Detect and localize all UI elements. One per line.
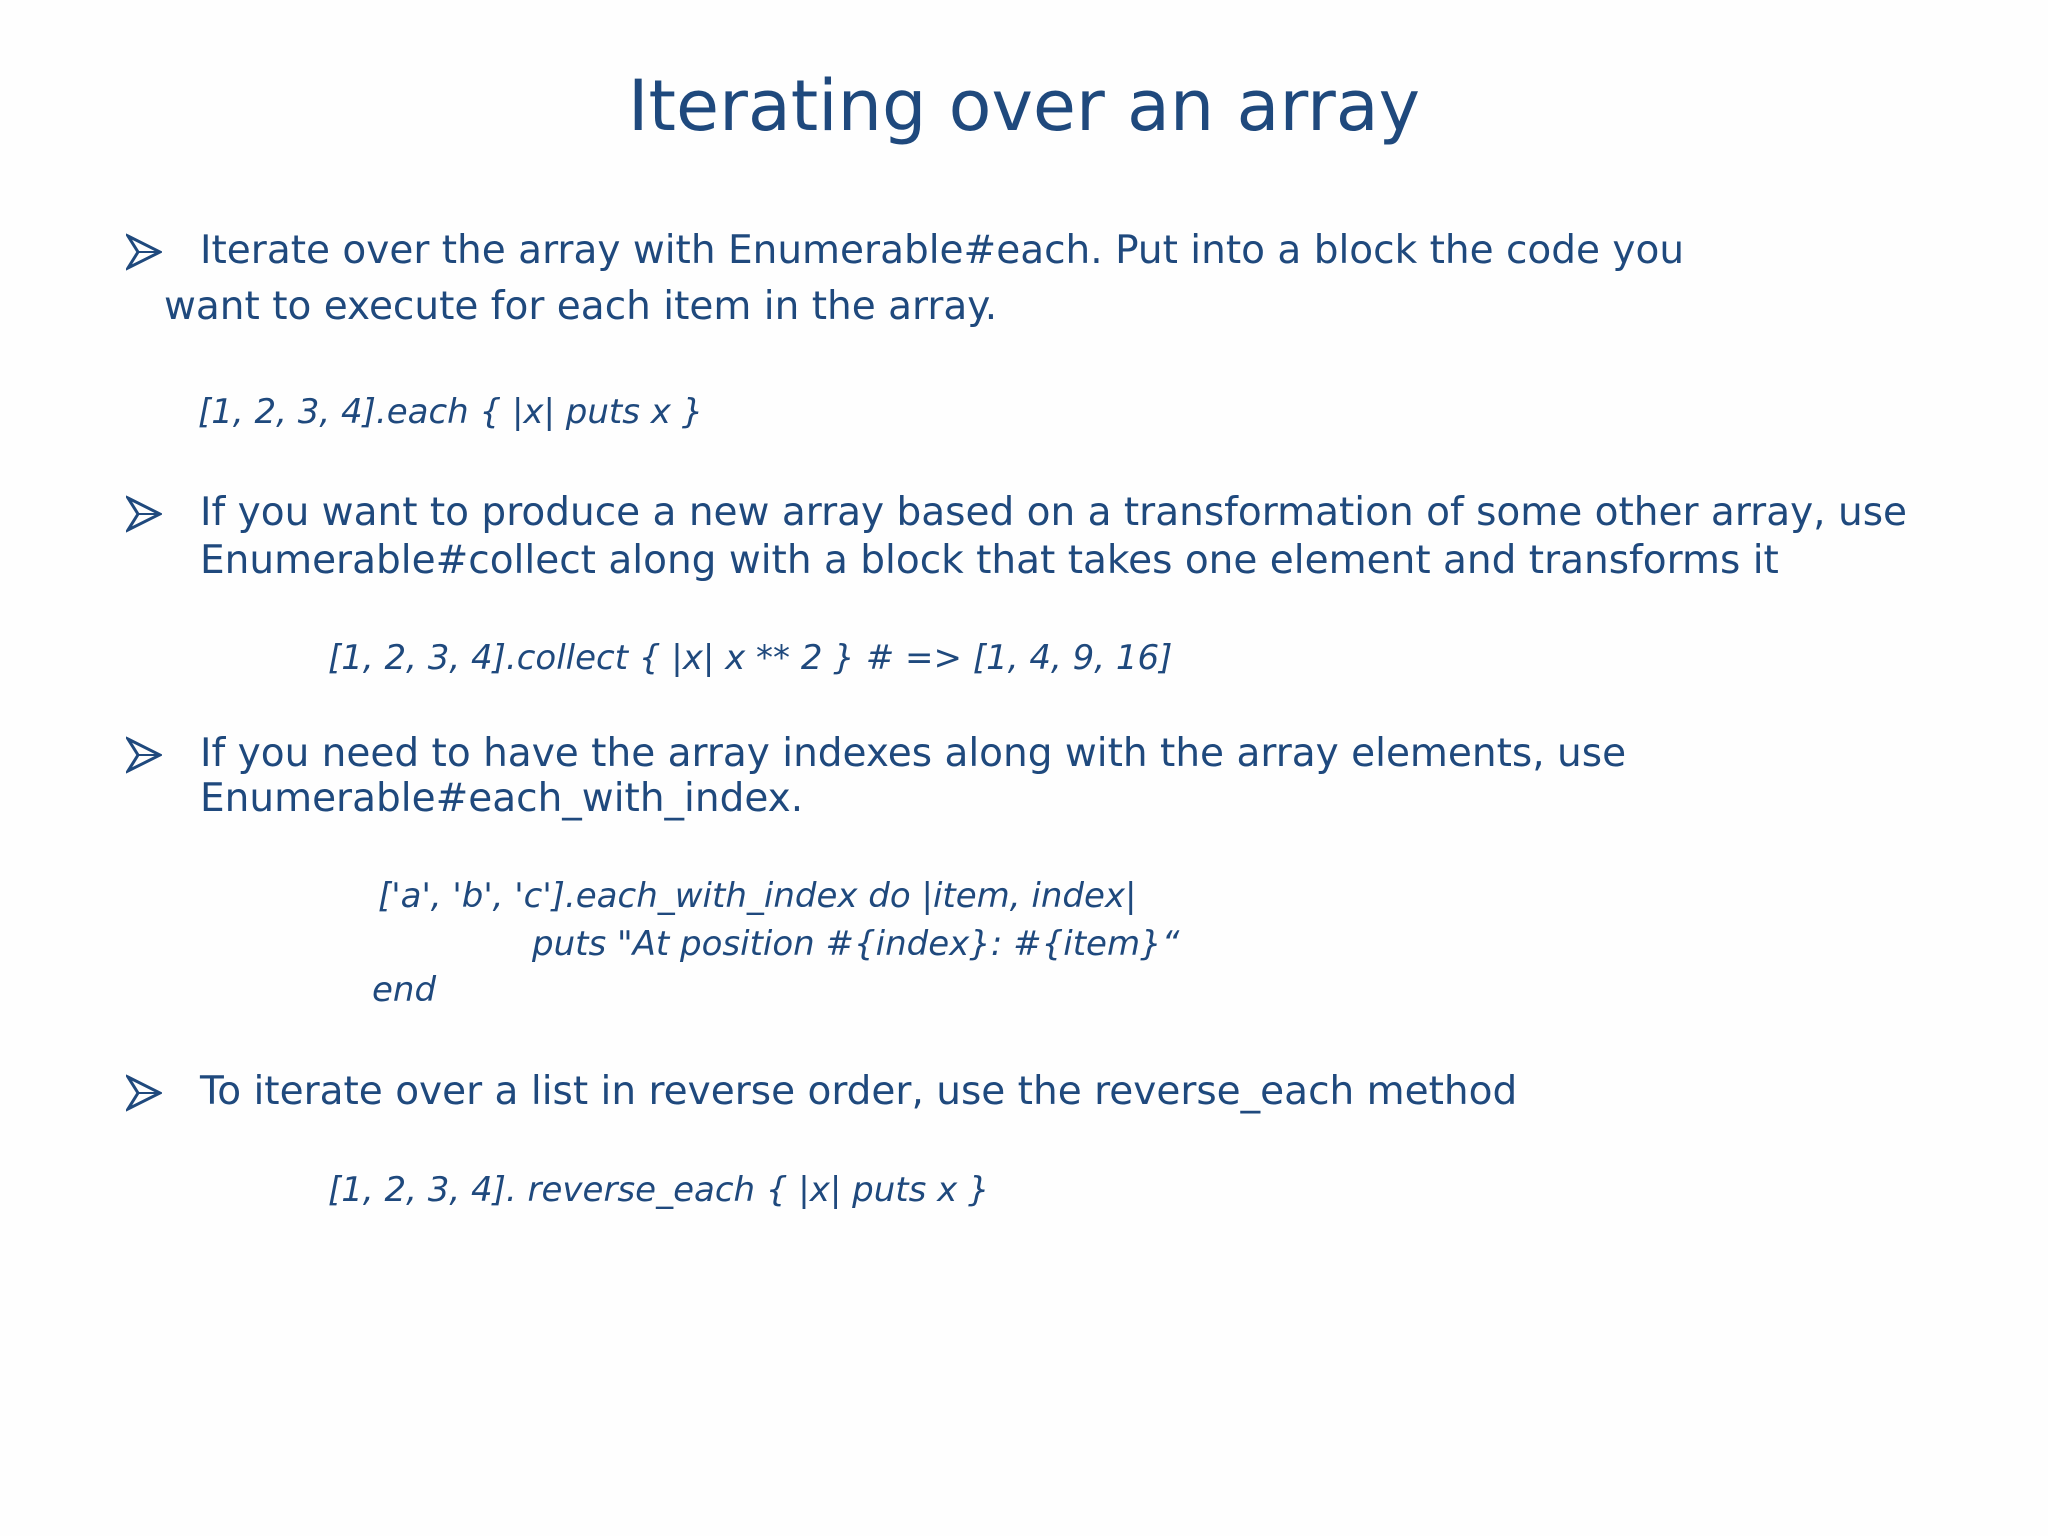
code-example-each-with-index-line-3: end — [372, 970, 437, 1010]
bullet-1-line-2: want to execute for each item in the array. — [164, 284, 998, 329]
bullet-2-line-1: If you want to produce a new array based on a transformation of some other array, use — [200, 490, 1908, 535]
bullet-2-line-2: Enumerable#collect along with a block that takes one element and transforms it — [200, 538, 1779, 583]
arrowhead-bullet-icon — [126, 494, 162, 534]
arrowhead-bullet-icon — [126, 232, 162, 272]
bullet-4-line-1: To iterate over a list in reverse order, use the reverse_each method — [200, 1069, 1518, 1114]
code-example-each-with-index-line-2: puts "At position #{index}: #{item}“ — [532, 924, 1180, 964]
code-example-each-with-index-line-1: ['a', 'b', 'c'].each_with_index do |item, index| — [378, 876, 1137, 916]
bullet-3-line-2: Enumerable#each_with_index. — [200, 776, 804, 821]
code-example-each: [1, 2, 3, 4].each { |x| puts x } — [198, 392, 704, 432]
arrowhead-bullet-icon — [126, 735, 162, 775]
bullet-3-line-1: If you need to have the array indexes along with the array elements, use — [200, 731, 1627, 776]
arrowhead-bullet-icon — [126, 1073, 162, 1113]
code-example-collect: [1, 2, 3, 4].collect { |x| x ** 2 } # => [1, 4, 9, 16] — [328, 638, 1173, 678]
bullet-1-line-1: Iterate over the array with Enumerable#each. Put into a block the code you — [200, 228, 1685, 273]
code-example-reverse-each: [1, 2, 3, 4]. reverse_each { |x| puts x } — [328, 1170, 990, 1210]
slide-title: Iterating over an array — [627, 65, 1421, 147]
